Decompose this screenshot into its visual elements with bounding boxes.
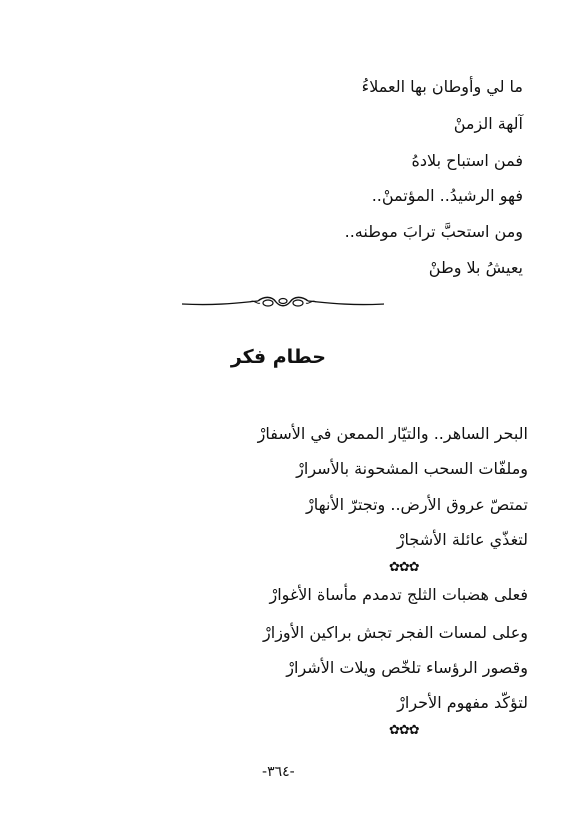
poem-line: فمن استباح بلادهُ <box>411 151 523 170</box>
poem-line: تمتصّ عروق الأرض.. وتجترّ الأنهارْ <box>306 495 528 514</box>
poem-line: يعيشُ بلا وطنْ <box>428 258 523 277</box>
poem-line: وعلى لمسات الفجر تجش براكين الأوزارْ <box>263 623 528 642</box>
ornamental-divider <box>180 293 386 313</box>
stanza-separator: ✿✿✿ <box>389 560 419 575</box>
poem-line: ومن استحبَّ ترابَ موطنه.. <box>344 222 523 241</box>
poem-line: ما لي وأوطان بها العملاءُ <box>361 77 523 96</box>
section-title: حطام فكر <box>230 346 326 368</box>
page-number: -٣٦٤- <box>262 764 295 780</box>
poem-line: وملفّات السحب المشحونة بالأسرارْ <box>296 459 528 478</box>
poem-line: لتؤكّد مفهوم الأحرارْ <box>397 693 528 712</box>
poem-line: البحر الساهر.. والتيّار الممعن في الأسفارْ <box>257 424 528 443</box>
poem-line: فهو الرشيدُ.. المؤتمنْ.. <box>371 186 523 205</box>
poem-line: آلهة الزمنْ <box>453 114 523 133</box>
stanza-separator: ✿✿✿ <box>389 723 419 738</box>
poem-line: فعلى هضبات الثلج تدمدم مأساة الأغوارْ <box>269 585 528 604</box>
poem-line: وقصور الرؤساء تلخّص ويلات الأشرارْ <box>286 658 528 677</box>
poem-line: لتغذّي عائلة الأشجارْ <box>396 530 528 549</box>
